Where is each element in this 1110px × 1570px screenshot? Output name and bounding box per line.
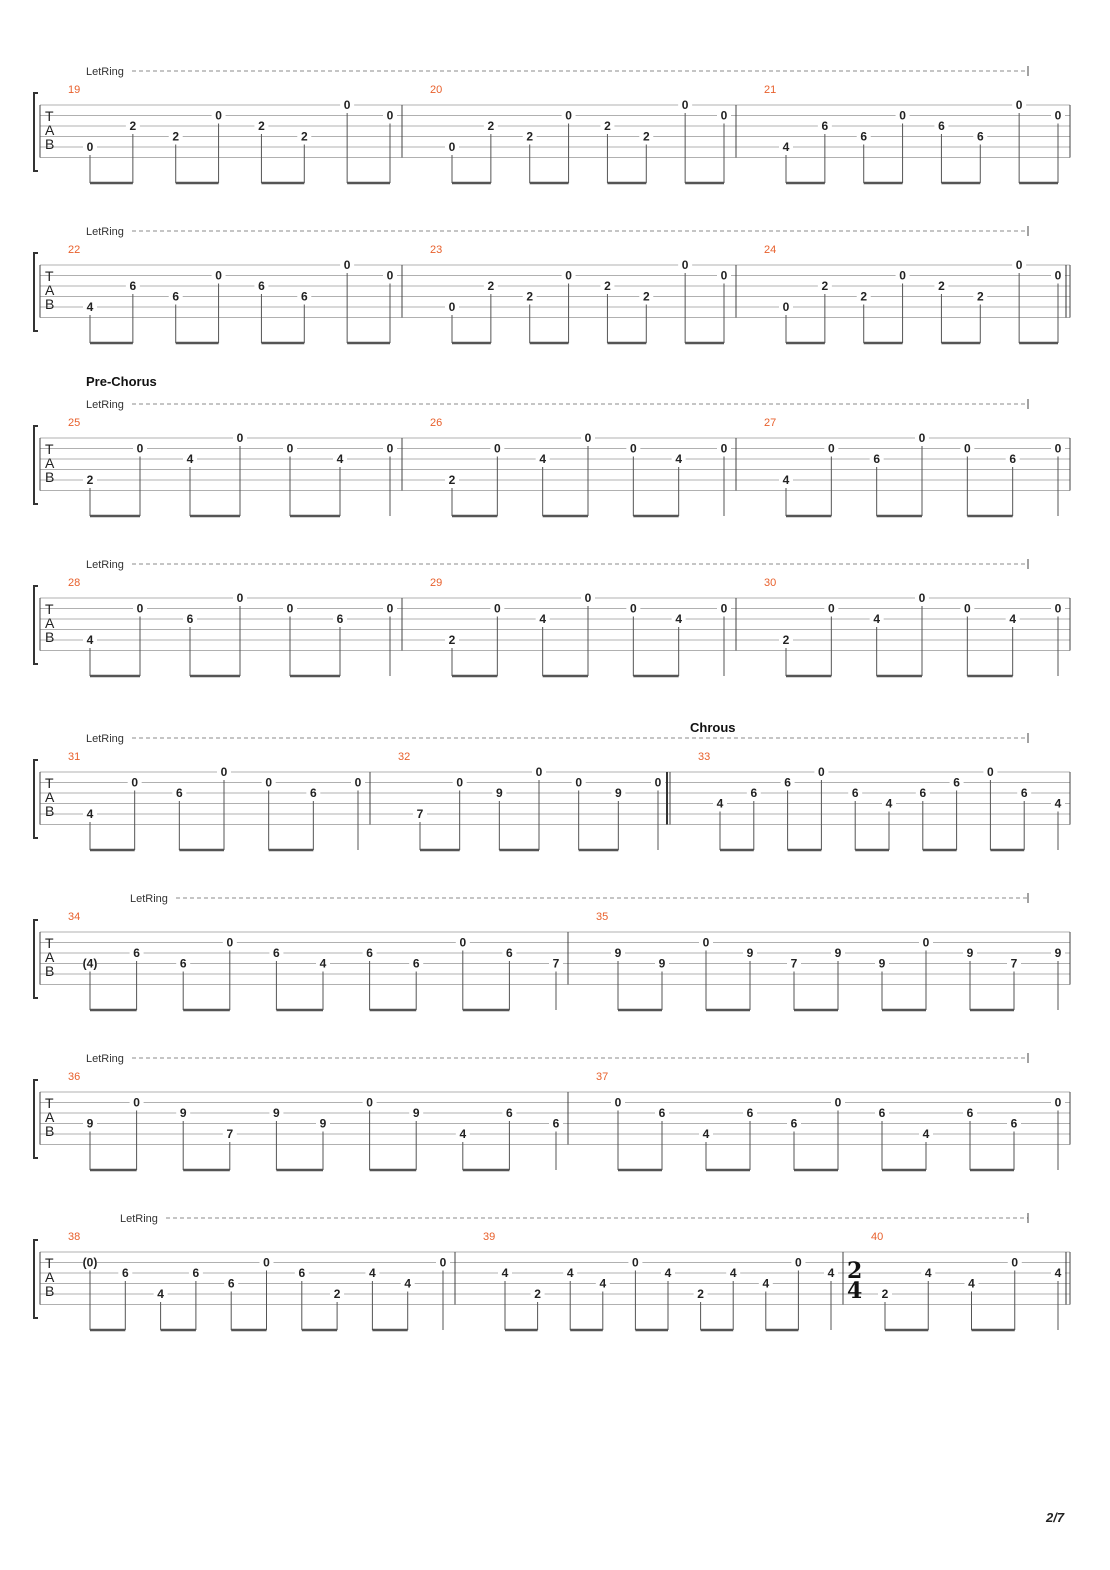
tab-clef-letter: B <box>45 1123 55 1139</box>
fret-number: 0 <box>720 441 728 456</box>
tab-system <box>34 559 1070 676</box>
fret-number: 9 <box>412 1106 420 1120</box>
fret-number: 6 <box>366 946 373 960</box>
fret-number: 0 <box>386 601 394 616</box>
fret-number: 0 <box>1015 98 1023 112</box>
measure-number: 31 <box>68 751 81 763</box>
fret-number: 4 <box>924 1266 932 1280</box>
fret-number: 4 <box>86 807 94 821</box>
fret-number: 0 <box>386 441 394 456</box>
fret-number: 6 <box>412 956 420 971</box>
fret-number: 4 <box>827 1266 835 1280</box>
measure-number: 26 <box>430 417 443 429</box>
fret-number: 0 <box>133 1095 140 1110</box>
fret-number: 4 <box>702 1127 710 1141</box>
fret-number: 4 <box>539 612 547 626</box>
tab-clef-letter: A <box>45 1269 55 1285</box>
fret-number: 4 <box>782 473 790 487</box>
fret-number: (0) <box>82 1255 98 1270</box>
fret-number: 6 <box>309 786 317 800</box>
page-number: 2/7 <box>1046 1510 1065 1525</box>
fret-number: 9 <box>614 946 622 960</box>
tab-system <box>34 1053 1070 1170</box>
fret-number: 9 <box>179 1106 187 1120</box>
fret-number: 4 <box>922 1127 930 1141</box>
fret-number: 4 <box>716 796 724 811</box>
fret-number: 9 <box>878 956 886 971</box>
fret-number: 2 <box>782 633 790 647</box>
system-bracket <box>34 93 38 171</box>
fret-number: 6 <box>175 786 183 800</box>
let-ring-label: LetRing <box>120 1213 158 1225</box>
system-bracket <box>34 253 38 331</box>
tab-clef-letter: T <box>45 935 54 951</box>
fret-number: 9 <box>319 1116 327 1131</box>
fret-number: 0 <box>1054 601 1062 616</box>
fret-number: 0 <box>263 1255 270 1270</box>
time-sig-bottom: 4 <box>847 1278 863 1304</box>
let-ring-label: LetRing <box>86 559 124 571</box>
fret-number: (4) <box>82 956 98 971</box>
fret-number: 0 <box>1054 108 1062 123</box>
fret-number: 4 <box>762 1276 770 1291</box>
fret-number: 0 <box>629 441 637 456</box>
fret-number: 0 <box>456 775 464 790</box>
fret-number: 2 <box>333 1287 341 1301</box>
fret-number: 0 <box>1054 268 1062 283</box>
let-ring-label: LetRing <box>86 733 124 745</box>
fret-number: 2 <box>526 129 534 144</box>
fret-number: 4 <box>459 1127 467 1141</box>
fret-number: 4 <box>873 612 881 626</box>
tab-clef-letter: B <box>45 296 55 312</box>
measure-number: 29 <box>430 577 443 589</box>
fret-number: 2 <box>258 119 265 133</box>
fret-number: 0 <box>565 108 572 123</box>
fret-number: 2 <box>487 279 495 293</box>
fret-number: 9 <box>495 786 503 800</box>
measure-number: 28 <box>68 577 81 589</box>
fret-number: 2 <box>881 1287 889 1301</box>
fret-number: 9 <box>966 946 974 960</box>
fret-number: 6 <box>336 612 344 626</box>
fret-number: 6 <box>790 1116 798 1131</box>
fret-number: 0 <box>818 765 825 779</box>
tab-clef-letter: T <box>45 108 54 124</box>
fret-number: 2 <box>172 129 180 144</box>
fret-number: 0 <box>448 300 456 314</box>
fret-number: 0 <box>720 601 728 616</box>
fret-number: 0 <box>629 601 637 616</box>
fret-number: 0 <box>386 268 394 283</box>
fret-number: 0 <box>286 601 294 616</box>
section-title: Pre-Chorus <box>86 374 157 389</box>
fret-number: 2 <box>821 279 829 293</box>
fret-number: 4 <box>968 1276 975 1291</box>
tab-clef-letter: A <box>45 949 55 965</box>
measure-number: 21 <box>764 84 777 96</box>
measure-number: 35 <box>596 911 609 923</box>
fret-number: 2 <box>938 279 945 293</box>
fret-number: 4 <box>539 452 547 466</box>
fret-number: 6 <box>506 1106 513 1120</box>
tab-clef-letter: A <box>45 1109 55 1125</box>
fret-number: 0 <box>86 140 94 154</box>
tab-system <box>34 1213 1070 1330</box>
fret-number: 0 <box>493 601 501 616</box>
fret-number: 4 <box>336 452 344 466</box>
fret-number: 0 <box>702 935 710 950</box>
fret-number: 7 <box>226 1127 234 1141</box>
fret-number: 0 <box>632 1255 639 1270</box>
fret-number: 6 <box>1020 786 1028 800</box>
fret-number: 2 <box>448 633 456 647</box>
fret-number: 0 <box>439 1255 447 1270</box>
measure-number: 40 <box>871 1231 884 1243</box>
fret-number: 2 <box>604 279 611 293</box>
fret-number: 2 <box>526 289 534 304</box>
fret-number: 6 <box>966 1106 974 1120</box>
measure-number: 32 <box>398 751 411 763</box>
fret-number: 0 <box>681 258 689 272</box>
fret-number: 4 <box>1009 612 1017 626</box>
fret-number: 9 <box>86 1116 94 1131</box>
fret-number: 7 <box>790 956 798 971</box>
fret-number: 0 <box>366 1095 373 1110</box>
fret-number: 9 <box>273 1106 280 1120</box>
fret-number: 0 <box>987 765 994 779</box>
tab-clef-letter: B <box>45 629 55 645</box>
fret-number: 4 <box>86 300 94 314</box>
fret-number: 2 <box>642 289 650 304</box>
fret-number: 0 <box>918 431 926 445</box>
fret-number: 0 <box>215 108 222 123</box>
measure-number: 33 <box>698 751 711 763</box>
fret-number: 6 <box>258 279 265 293</box>
measure-number: 24 <box>764 244 777 256</box>
fret-number: 2 <box>86 473 94 487</box>
fret-number: 4 <box>404 1276 412 1291</box>
fret-number: 4 <box>729 1266 737 1280</box>
system-bracket <box>34 1080 38 1158</box>
fret-number: 0 <box>136 601 144 616</box>
fret-number: 6 <box>121 1266 129 1280</box>
measure-number: 36 <box>68 1071 81 1083</box>
fret-number: 4 <box>1054 1266 1062 1280</box>
fret-number: 9 <box>658 956 666 971</box>
fret-number: 4 <box>186 452 194 466</box>
fret-number: 6 <box>227 1276 235 1291</box>
measure-number: 39 <box>483 1231 496 1243</box>
fret-number: 6 <box>1009 452 1017 466</box>
fret-number: 0 <box>795 1255 802 1270</box>
fret-number: 4 <box>157 1287 164 1301</box>
fret-number: 4 <box>664 1266 672 1280</box>
tab-system <box>34 720 1070 850</box>
fret-number: 0 <box>1011 1255 1019 1270</box>
fret-number: 0 <box>654 775 662 790</box>
system-bracket <box>34 586 38 664</box>
fret-number: 6 <box>878 1106 886 1120</box>
fret-number: 0 <box>565 268 572 283</box>
fret-number: 6 <box>784 775 791 790</box>
fret-number: 4 <box>782 140 790 154</box>
measure-number: 19 <box>68 84 81 96</box>
measure-number: 30 <box>764 577 777 589</box>
fret-number: 9 <box>614 786 622 800</box>
fret-number: 4 <box>599 1276 607 1291</box>
fret-number: 0 <box>215 268 222 283</box>
fret-number: 0 <box>681 98 689 112</box>
fret-number: 0 <box>236 431 244 445</box>
fret-number: 6 <box>179 956 187 971</box>
fret-number: 6 <box>273 946 280 960</box>
fret-number: 4 <box>675 452 683 466</box>
fret-number: 4 <box>1054 796 1062 811</box>
fret-number: 0 <box>827 601 835 616</box>
section-title: Chrous <box>690 720 736 735</box>
measure-number: 25 <box>68 417 81 429</box>
fret-number: 0 <box>265 775 273 790</box>
fret-number: 6 <box>860 129 868 144</box>
fret-number: 6 <box>129 279 137 293</box>
tab-clef-letter: B <box>45 963 55 979</box>
measure-number: 38 <box>68 1231 81 1243</box>
fret-number: 7 <box>416 807 424 821</box>
tab-clef-letter: T <box>45 1255 54 1271</box>
fret-number: 9 <box>834 946 842 960</box>
fret-number: 0 <box>136 441 144 456</box>
tab-clef-letter: T <box>45 601 54 617</box>
fret-number: 0 <box>343 98 351 112</box>
fret-number: 2 <box>300 129 308 144</box>
fret-number: 6 <box>298 1266 306 1280</box>
fret-number: 4 <box>86 633 94 647</box>
fret-number: 0 <box>535 765 543 779</box>
tab-clef-letter: A <box>45 615 55 631</box>
fret-number: 2 <box>697 1287 704 1301</box>
fret-number: 0 <box>782 300 790 314</box>
fret-number: 6 <box>746 1106 754 1120</box>
system-bracket <box>34 760 38 838</box>
fret-number: 2 <box>860 289 868 304</box>
fret-number: 6 <box>873 452 881 466</box>
tab-clef-letter: A <box>45 122 55 138</box>
fret-number: 9 <box>1054 946 1062 960</box>
fret-number: 0 <box>720 268 728 283</box>
tab-system <box>34 226 1070 343</box>
fret-number: 6 <box>186 612 194 626</box>
fret-number: 6 <box>938 119 945 133</box>
system-bracket <box>34 1240 38 1318</box>
system-bracket <box>34 920 38 998</box>
fret-number: 0 <box>899 108 906 123</box>
fret-number: 0 <box>834 1095 842 1110</box>
measure-number: 34 <box>68 911 81 923</box>
tab-clef-letter: T <box>45 268 54 284</box>
let-ring-label: LetRing <box>86 399 124 411</box>
let-ring-label: LetRing <box>86 226 124 238</box>
tab-clef-letter: A <box>45 455 55 471</box>
let-ring-label: LetRing <box>86 1053 124 1065</box>
fret-number: 4 <box>319 956 327 971</box>
fret-number: 0 <box>448 140 456 154</box>
fret-number: 0 <box>1054 1095 1062 1110</box>
fret-number: 0 <box>236 591 244 605</box>
tab-clef-letter: A <box>45 282 55 298</box>
tab-clef-letter: B <box>45 803 55 819</box>
tab-clef-letter: B <box>45 469 55 485</box>
fret-number: 4 <box>369 1266 376 1280</box>
fret-number: 7 <box>552 956 560 971</box>
measure-number: 20 <box>430 84 443 96</box>
fret-number: 7 <box>1010 956 1018 971</box>
tab-clef-letter: T <box>45 775 54 791</box>
fret-number: 6 <box>506 946 513 960</box>
fret-number: 0 <box>386 108 394 123</box>
fret-number: 6 <box>172 289 180 304</box>
tab-clef-letter: T <box>45 1095 54 1111</box>
fret-number: 0 <box>459 935 467 950</box>
fret-number: 0 <box>827 441 835 456</box>
fret-number: 0 <box>1054 441 1062 456</box>
fret-number: 0 <box>963 601 971 616</box>
fret-number: 6 <box>976 129 984 144</box>
fret-number: 4 <box>675 612 683 626</box>
measure-number: 27 <box>764 417 777 429</box>
fret-number: 4 <box>566 1266 574 1280</box>
fret-number: 2 <box>534 1287 541 1301</box>
fret-number: 6 <box>821 119 829 133</box>
measure-number: 22 <box>68 244 81 256</box>
fret-number: 0 <box>286 441 294 456</box>
measure-number: 23 <box>430 244 443 256</box>
fret-number: 6 <box>851 786 859 800</box>
tab-system <box>34 374 1070 516</box>
tab-clef-letter: T <box>45 441 54 457</box>
tab-clef-letter: B <box>45 1283 55 1299</box>
system-bracket <box>34 426 38 504</box>
tab-clef-letter: B <box>45 136 55 152</box>
fret-number: 6 <box>552 1116 560 1131</box>
let-ring-label: LetRing <box>130 893 168 905</box>
fret-number: 2 <box>642 129 650 144</box>
fret-number: 6 <box>750 786 758 800</box>
fret-number: 9 <box>746 946 754 960</box>
fret-number: 2 <box>129 119 137 133</box>
fret-number: 6 <box>192 1266 200 1280</box>
tab-system <box>34 893 1070 1010</box>
fret-number: 0 <box>343 258 351 272</box>
fret-number: 6 <box>133 946 140 960</box>
fret-number: 0 <box>922 935 930 950</box>
fret-number: 6 <box>953 775 960 790</box>
fret-number: 0 <box>720 108 728 123</box>
fret-number: 0 <box>584 591 592 605</box>
time-signature <box>847 1258 862 1304</box>
fret-number: 0 <box>354 775 362 790</box>
let-ring-label: LetRing <box>86 66 124 78</box>
tab-clef-letter: A <box>45 789 55 805</box>
fret-number: 0 <box>899 268 906 283</box>
fret-number: 2 <box>604 119 611 133</box>
fret-number: 0 <box>220 765 228 779</box>
fret-number: 0 <box>131 775 139 790</box>
fret-number: 4 <box>501 1266 509 1280</box>
fret-number: 2 <box>448 473 456 487</box>
fret-number: 2 <box>487 119 495 133</box>
fret-number: 0 <box>584 431 592 445</box>
fret-number: 6 <box>919 786 927 800</box>
measure-number: 37 <box>596 1071 609 1083</box>
fret-number: 0 <box>493 441 501 456</box>
tab-system <box>34 66 1070 183</box>
fret-number: 2 <box>976 289 984 304</box>
fret-number: 0 <box>918 591 926 605</box>
fret-number: 6 <box>300 289 308 304</box>
fret-number: 0 <box>226 935 234 950</box>
fret-number: 4 <box>885 796 893 811</box>
time-sig-top: 2 <box>847 1258 863 1284</box>
fret-number: 6 <box>1010 1116 1018 1131</box>
fret-number: 0 <box>614 1095 622 1110</box>
fret-number: 0 <box>963 441 971 456</box>
fret-number: 6 <box>658 1106 666 1120</box>
fret-number: 0 <box>575 775 583 790</box>
fret-number: 0 <box>1015 258 1023 272</box>
